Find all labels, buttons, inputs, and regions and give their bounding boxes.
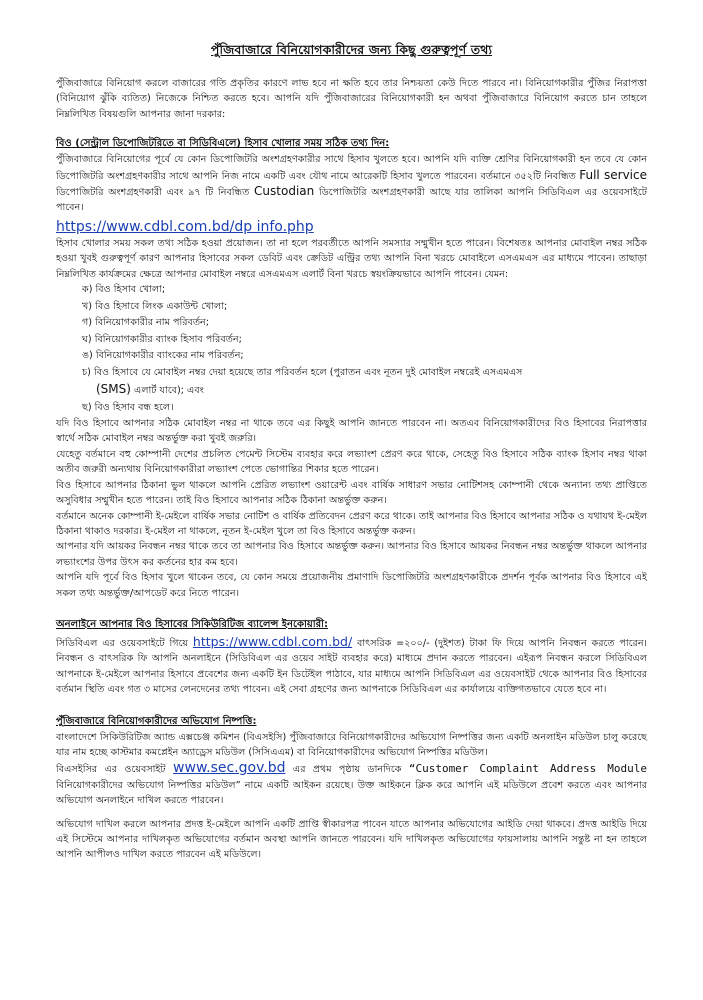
list-item [82, 381, 647, 400]
list-item: খ) বিও হিসাবে লিংক একাউন্ট খোলা; [82, 300, 228, 312]
bo-p1-text-b: ডিপোজিটরি অংশগ্রহণকারী এবং ৯৭ টি নিবন্ধিত [56, 187, 250, 199]
bo-account-paragraph-6: বর্তমানে অনেক কোম্পানী ই-মেইলে বার্ষিক সভার নোটিশ ও বার্ষিক প্রতিবেদন প্রেরণ করে থাকে। তাই আপনার বিও হিসাবে আপনার সঠিক ও যথাযথ ই-মেইল ঠিকানা থাকাও দরকার। ই-মেইল না থাকলে, নূতন ই-মেইল খুলে তা বিও হিসাবে অন্তর্ভুক্ত করুন। [56, 510, 647, 537]
list-item: চ) বিও হিসাবে যে মোবাইল নম্বর দেয়া হয়েছে তার পরিবর্তন হলে (পুরাতন এবং নূতন দুই মোবাইল নম্বরেই এসএমএস [82, 366, 523, 378]
sms-term: (SMS) [96, 382, 131, 397]
list-item: ঙ) বিনিয়োগকারীর ব্যাংকের নাম পরিবর্তন; [82, 350, 244, 362]
bo-account-paragraph-4: যেহেতু বর্তমানে বহু কোম্পানী দেশের প্রচলিত পেমেন্ট সিস্টেম ব্যবহার করে লভ্যাংশ প্রেরণ করে থাকে, সেহেতু বিও হিসাবে সঠিক ব্যাংক হিসাব নম্বর থাকা অতীব জরুরী অন্যথায় বিনিয়োগকারীরা লভ্যাংশ পেতে ভোগান্তির শিকার হতে পারেন। [56, 448, 647, 476]
list-item: ছ) বিও হিসাব বন্ধ হলে। [82, 401, 174, 413]
sms-alert-list [56, 282, 647, 416]
balance-post: বাৎসরিক =২০০/- (দুইশত) টাকা ফি দিয়ে আপনি নিবন্ধন করতে পারেন। নিবন্ধন ও বাৎসরিক ফি আপনি অনলাইনে (সিডিবিএল এর ওয়েব সাইট ব্যবহার করে) মাধ্যমে প্রদান করতে পারবেন। এইরূপ নিবন্ধন করলে সিডিবিএল আপনাকে ই-মেইলে আপনার হিসাবে প্রবেশের জন্য একটি ইন ডিটেইল পাঠাবে, যার মাধ্যমে আপনি সিডিবিএল এর ওয়েবসাইট থেকে আপনার বিও হিসাবের বর্তমান স্থিতি এবং গত ৩ মাসের লেনদেনের তথ্য পাবেন। এই সেবা গ্রহণের জন্য আপনাকে সিডিবিএল এর কার্যালয়ে ব্যক্তিগতভাবে যেতে হবে না। [56, 637, 647, 696]
cdbl-website-link[interactable]: https://www.cdbl.com.bd/ [192, 633, 353, 649]
bo-account-paragraph-5: বিও হিসাবে আপনার ঠিকানা ভুল থাকলে আপনি প্রেরিত লভ্যাংশ ওয়ারেন্ট এবং বার্ষিক সাধারণ সভার নোটিশসহ কোম্পানী থেকে অন্যান্য তথ্য প্রাপ্তিতে অসুবিধার সম্মুখীন হতে পারেন। তাই বিও হিসাবে আপনার সঠিক ঠিকানা অন্তর্ভুক্ত করুন। [56, 479, 647, 507]
bo-account-paragraph-7: আপনার যদি আয়কর নিবন্ধন নম্বর থাকে তবে তা আপনার বিও হিসাবে অন্তর্ভুক্ত করুন। আপনার বিও হিসাবে আয়কর নিবন্ধন নম্বর অন্তর্ভুক্ত থাকলে আপনার লভ্যাংশের উপর উৎস কর কর্তনের হার কম হবে। [56, 541, 647, 568]
sms-tail: এলার্ট যাবে); এবং [134, 385, 204, 397]
bo-account-paragraph-8: আপনি যদি পূর্বে বিও হিসাব খুলে থাকেন তবে, যে কোন সময়ে প্রয়োজনীয় প্রমাণাদি ডিপোজিটরি অংশগ্রহণকারীকে প্রদর্শন পূর্বক আপনার বিও হিসাবে এই সকল তথ্য অন্তর্ভুক্ত/আপডেট করে নিতে পারেন। [56, 572, 647, 599]
complaint-paragraph-2 [56, 760, 647, 808]
custodian-term: Custodian [254, 184, 315, 199]
intro-paragraph: পুঁজিবাজারে বিনিয়োগ করলে বাজারের গতি প্রকৃতির কারণে লাভ হবে না ক্ষতি হবে তার নিশ্চয়তা কেউ দিতে পারবে না। বিনিয়োগকারীর পুঁজির নিরাপত্তা (বিনিয়োগ ঝুঁকি ব্যতিত) নিজেকে নিশ্চিত করতে হবে। আপনি যদি পুঁজিবাজারের বিনিয়োগকারী হন অথবা পুঁজিবাজারে বিনিয়োগ করতে চান তাহলে নিম্নলিখিত বিষয়গুলি আপনার জানা দরকার: [56, 78, 647, 120]
section-bo-account-heading: বিও (সেন্ট্রাল ডিপোজিটরিতে বা সিডিবিএলে) হিসাব খোলার সময় সঠিক তথ্য দিন: [56, 138, 390, 150]
list-item: ক) বিও হিসাব খোলা; [82, 284, 166, 296]
bo-account-paragraph-1 [56, 152, 647, 216]
list-item: গ) বিনিয়োগকারীর নাম পরিবর্তন; [82, 317, 209, 329]
complaint-paragraph-1: বাংলাদেশে সিকিউরিটিজ অ্যান্ড এক্সচেঞ্জ কমিশন (বিএসইসি) পুঁজিবাজারে বিনিয়োগকারীদের অভিযোগ নিষ্পত্তির জন্য একটি অনলাইন মডিউল চালু করেছে যার নাম হচ্ছে কাস্টমার কমপ্লেইন অ্যাড্রেস মডিউল (সিসিএএম) বা বিনিয়োগকারীদের অভিযোগ নিষ্পত্তির মডিউল। [56, 731, 647, 758]
complaint-mid: এর প্রথম পৃষ্ঠায় ডানদিকে [292, 764, 402, 776]
document-title: পুঁজিবাজারে বিনিয়োগকারীদের জন্য কিছু গুরুত্বপূর্ণ তথ্য [210, 42, 493, 57]
complaint-post: বিনিয়োগকারীদের অভিযোগ নিষ্পত্তির মডিউল” নামে একটি আইকন রয়েছে। উক্ত আইকনে ক্লিক করে আপনি এই মডিউলে প্রবেশ করতে এবং আপনার অভিযোগ অনলাইনে দাখিল করতে পারবেন। [56, 779, 647, 807]
bo-account-paragraph-3: যদি বিও হিসাবে আপনার সঠিক মোবাইল নম্বর না থাকে তবে এর কিছুই আপনি জানতে পারবেন না। অতএব বিনিয়োগকারীদের বিও হিসাবের নিরাপত্তার স্বার্থে সঠিক মোবাইল নম্বর অন্তর্ভুক্ত করা খুবই জরুরি। [56, 418, 647, 445]
balance-inquiry-paragraph [56, 633, 647, 698]
complaint-pre: বিএসইসির এর ওয়েবসাইট [56, 764, 166, 776]
sec-website-link[interactable]: www.sec.gov.bd [173, 760, 286, 777]
complaint-paragraph-3: অভিযোগ দাখিল করলে আপনার প্রদত্ত ই-মেইলে আপনি একটি প্রাপ্তি স্বীকারপত্র পাবেন যাতে আপনার অভিযোগের আইডি দেয়া থাকবে। প্রদত্ত আইডি দিয়ে এই সিস্টেমে আপনার দাখিলকৃত অভিযোগের বর্তমান অবস্থা আপনি জানতে পারবেন। যদি দাখিলকৃত অভিযোগের ফায়সালায় আপনি সন্তুষ্ট না হন তাহলে আপনি আপীলও দাখিল করতে পারবেন এই মডিউলে। [56, 818, 647, 861]
ccam-module-name: “Customer Complaint Address Module [408, 762, 647, 776]
bo-p1-text-a: পুঁজিবাজারে বিনিয়োগের পূর্বে যে কোন ডিপোজিটরি অংশগ্রহণকারীর সাথে হিসাব খুলতে হবে। আপনি যদি ব্যক্তি শ্রেণির বিনিয়োগকারী হন তবে যে কোন ডিপোজিটরি অংশগ্রহণকারীর সাথে আপনি নিজ নামে একটি এবং যৌথ নামে আরেকটি হিসাব খুলতে পারবেন। বর্তমানে ৩৫২টি নিবন্ধিত [56, 154, 647, 182]
section-complaint-heading: পুঁজিবাজারে বিনিয়োগকারীদের অভিযোগ নিষ্পত্তি: [56, 715, 257, 727]
section-balance-inquiry-heading: অনলাইনে আপনার বিও হিসাবের সিকিউরিটিজ ব্যালেন্স ইনকোয়ারী: [56, 618, 329, 630]
bo-p1-text-c: ডিপোজিটরি অংশগ্রহণকারী আছে যার তালিকা আপনি সিডিবিএল এর ওয়েবসাইটে পাবেন। [56, 187, 647, 214]
full-service-term: Full service [579, 167, 647, 182]
bo-account-paragraph-2: হিসাব খোলার সময় সকল তথ্য সঠিক হওয়া প্রয়োজন। তা না হলে পরবর্তীতে আপনি সমস্যার সম্মুখীন হতে পারেন। বিশেষতঃ আপনার মোবাইল নম্বর সঠিক হওয়া খুবই গুরুত্বপূর্ণ কারণ আপনার হিসাবের সকল ডেবিট এবং ক্রেডিট এন্ট্রির তথ্য আপনি বিনা খরচে মোবাইলে এসএমএস এর মাধ্যমে পাবেন। তাছাড়া নিম্নলিখিত কার্যক্রমের ক্ষেত্রে আপনার মোবাইল নম্বরে এসএমএস এলার্ট বিনা খরচে স্বয়ংক্রিয়ভাবে আপনি পাবেন। যেমন: [56, 237, 647, 280]
cdbl-dp-info-link[interactable]: https://www.cdbl.com.bd/dp info.php [56, 218, 314, 235]
list-item: ঘ) বিনিয়োগকারীর ব্যাংক হিসাব পরিবর্তন; [82, 333, 242, 345]
balance-pre: সিডিবিএল এর ওয়েবসাইটে গিয়ে [56, 637, 189, 649]
